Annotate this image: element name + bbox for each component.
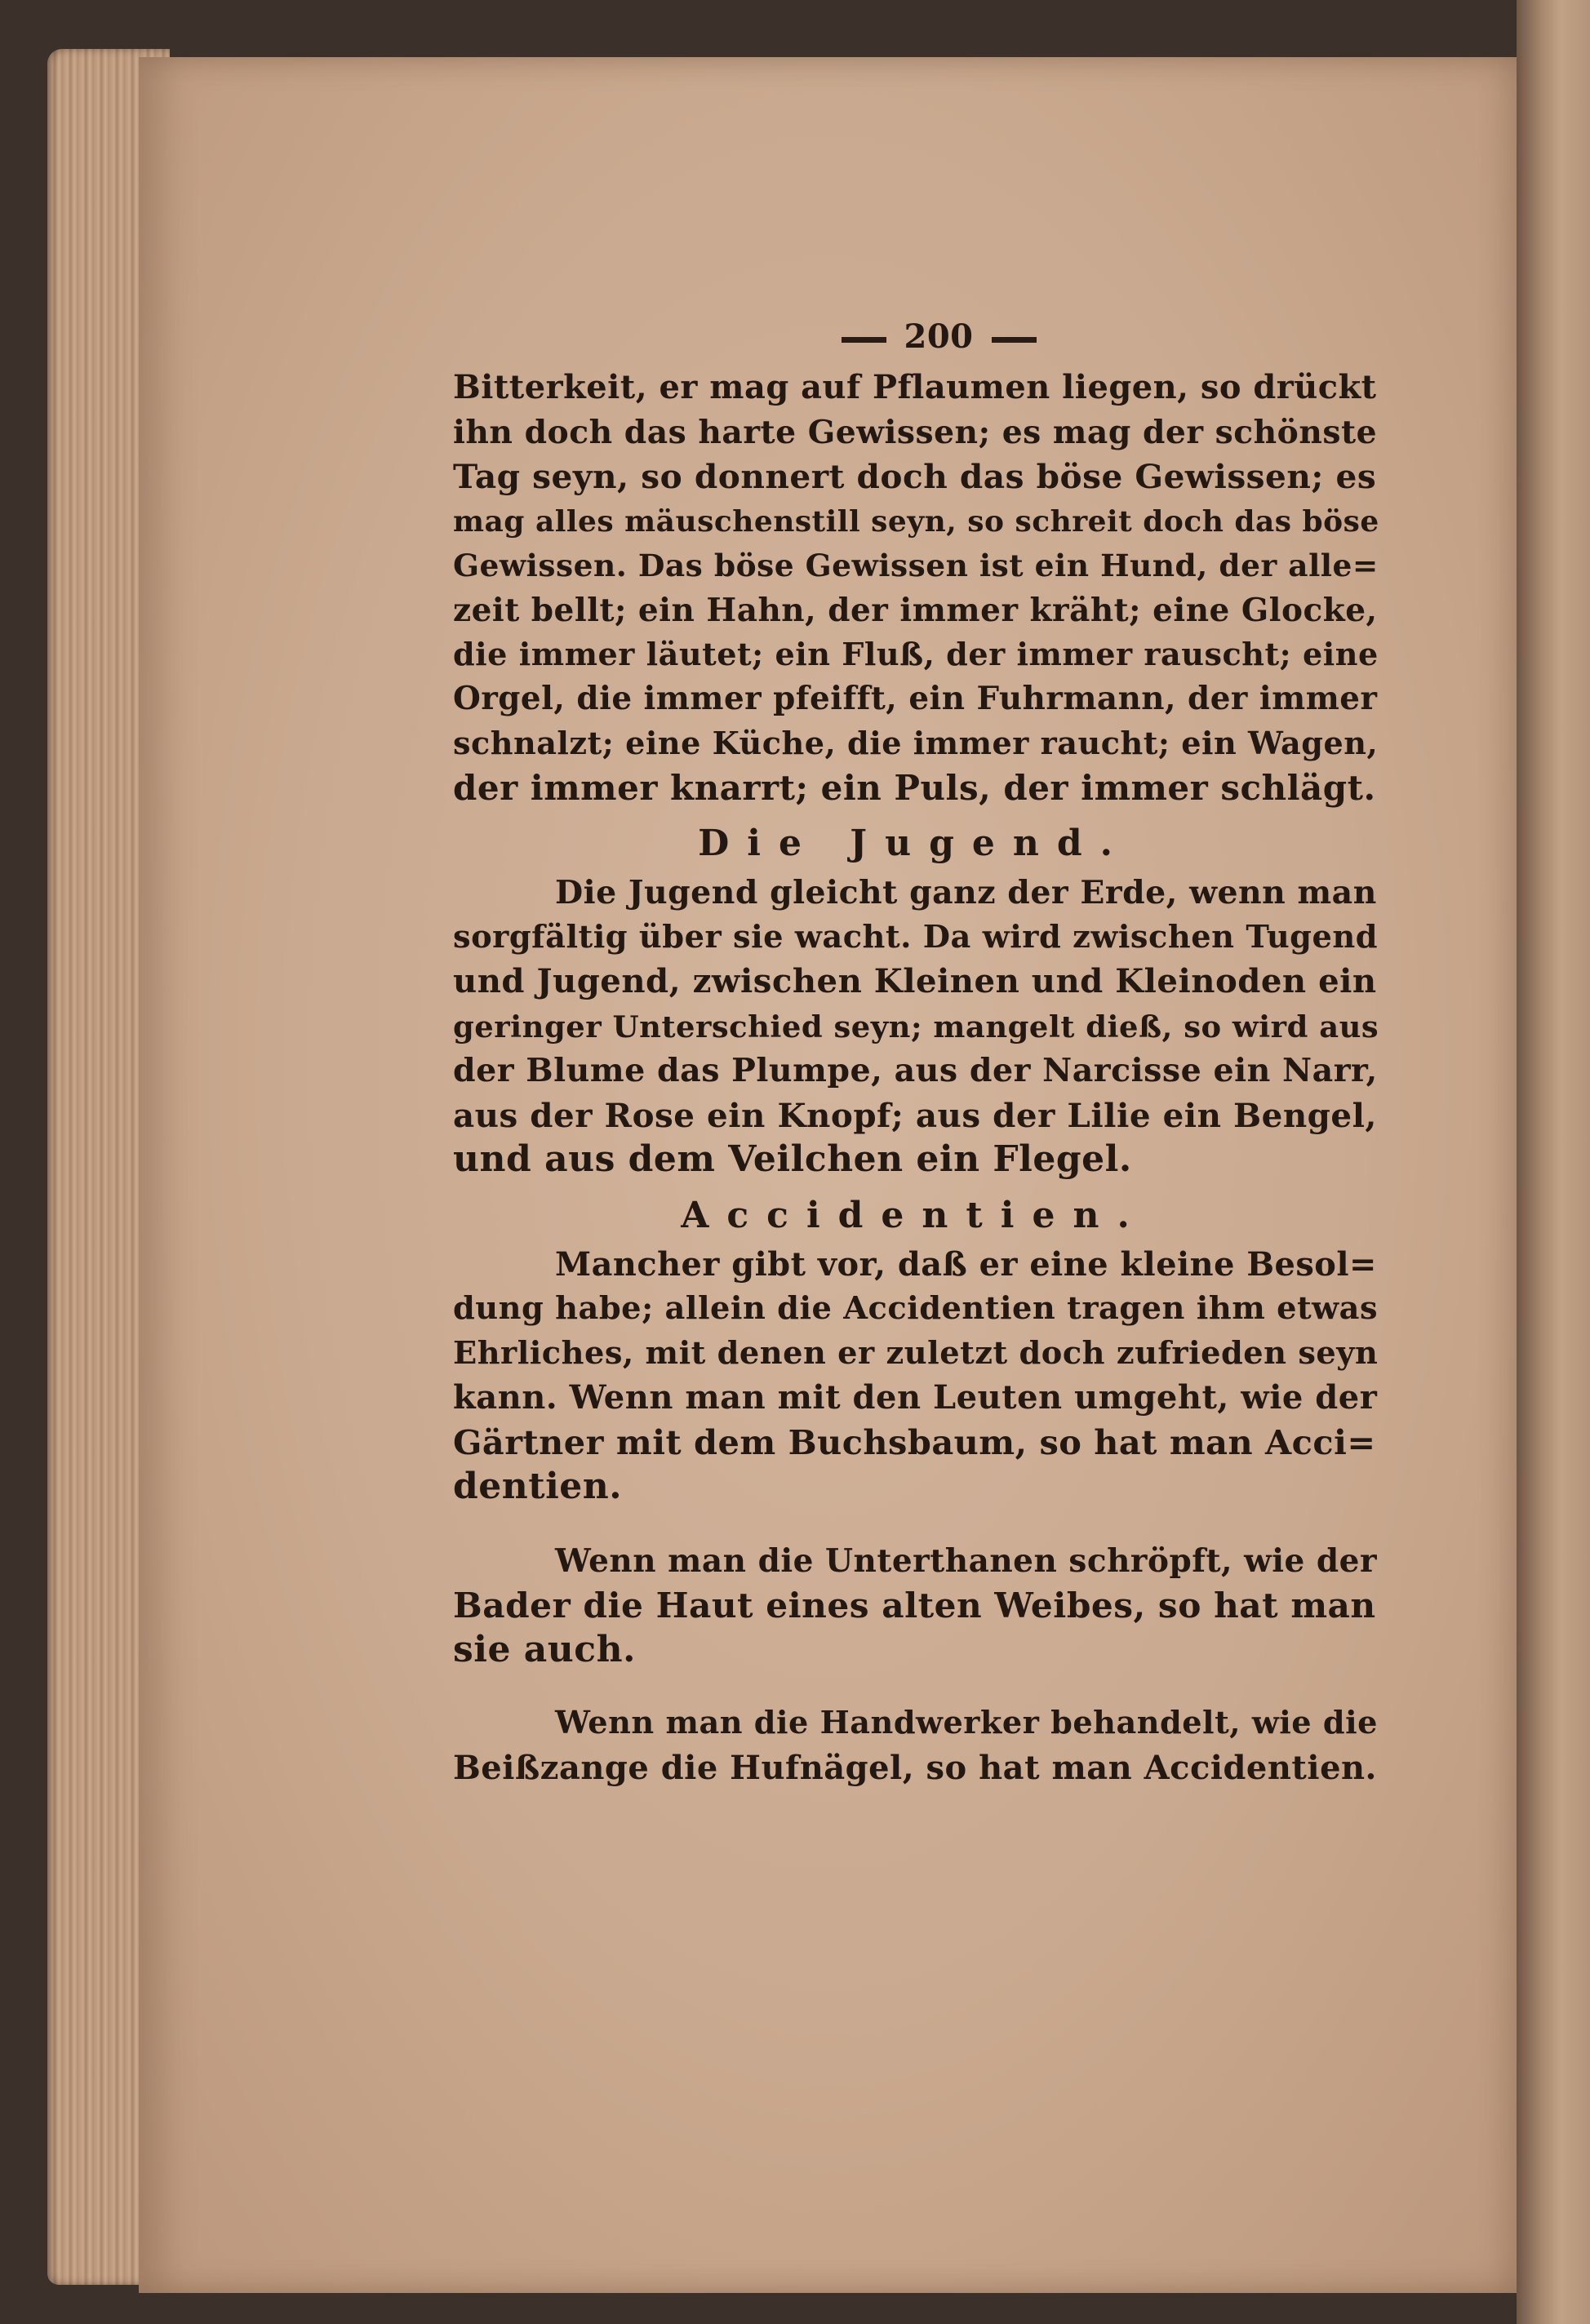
page-number: 200 bbox=[904, 317, 974, 356]
section-heading-jugend: Die Jugend. bbox=[698, 823, 1130, 864]
text-line: Wenn man die Handwerker behandelt, wie die bbox=[555, 1705, 1378, 1741]
text-line: der immer knarrt; ein Puls, der immer schlägt. bbox=[453, 767, 1376, 808]
text-line: sorgfältig über sie wacht. Da wird zwischen Tugend bbox=[453, 918, 1379, 956]
text-line: kann. Wenn man mit den Leuten umgeht, wie der bbox=[453, 1378, 1378, 1417]
text-line: Tag seyn, so donnert doch das böse Gewissen; es bbox=[453, 457, 1377, 496]
text-line: Orgel, die immer pfeifft, ein Fuhrmann, der immer bbox=[453, 680, 1378, 717]
paragraph-handwerker bbox=[453, 1701, 1378, 1790]
text-line: ihn doch das harte Gewissen; es mag der schönste bbox=[453, 413, 1378, 451]
paragraph-gap bbox=[453, 1672, 1375, 1701]
text-line: dung habe; allein die Accidentien tragen ihm etwas bbox=[453, 1290, 1379, 1327]
text-line: die immer läutet; ein Fluß, der immer rauscht; eine bbox=[453, 636, 1379, 672]
text-line: Bitterkeit, er mag auf Pflaumen liegen, so drückt bbox=[453, 369, 1377, 406]
text-line: und aus dem Veilchen ein Flegel. bbox=[453, 1138, 1132, 1180]
text-line: schnalzt; eine Küche, die immer raucht; ein Wagen, bbox=[453, 725, 1379, 761]
text-line: und Jugend, zwischen Kleinen und Kleinoden ein bbox=[453, 962, 1377, 1000]
text-line: zeit bellt; ein Hahn, der immer kräht; eine Glocke, bbox=[453, 591, 1378, 629]
text-line: Gärtner mit dem Buchsbaum, so hat man Acci= bbox=[453, 1421, 1376, 1462]
text-line: Die Jugend gleicht ganz der Erde, wenn man bbox=[555, 874, 1377, 911]
section-heading-accidentien: Accidentien. bbox=[681, 1194, 1148, 1236]
text-line: Gewissen. Das böse Gewissen ist ein Hund, der alle= bbox=[453, 548, 1379, 583]
paragraph-accidentien bbox=[453, 1243, 1379, 1510]
text-line: Wenn man die Unterthanen schröpft, wie der bbox=[555, 1541, 1377, 1580]
paragraph-unterthanen bbox=[453, 1539, 1375, 1673]
paragraph-gap bbox=[453, 1510, 1375, 1539]
paragraph-jugend bbox=[453, 871, 1379, 1182]
text-line: sie auch. bbox=[453, 1628, 636, 1670]
text-line: geringer Unterschied seyn; mangelt dieß, so wird aus bbox=[453, 1008, 1379, 1044]
text-line: der Blume das Plumpe, aus der Narcisse ein Narr, bbox=[453, 1052, 1378, 1089]
book-gutter bbox=[1517, 0, 1590, 2324]
text-line: mag alles mäuschenstill seyn, so schreit doch das böse bbox=[453, 503, 1379, 539]
header-dash-right bbox=[992, 337, 1037, 343]
header-dash-left bbox=[842, 337, 886, 343]
page-text bbox=[453, 308, 1379, 1790]
page-header bbox=[502, 308, 1375, 366]
text-line: aus der Rose ein Knopf; aus der Lilie ein Bengel, bbox=[453, 1095, 1377, 1135]
text-line: Ehrliches, mit denen er zuletzt doch zufrieden seyn bbox=[453, 1334, 1379, 1372]
text-line: Beißzange die Hufnägel, so hat man Accidentien. bbox=[453, 1748, 1377, 1787]
text-line: Bader die Haut eines alten Weibes, so hat man bbox=[453, 1585, 1376, 1625]
text-line: dentien. bbox=[453, 1466, 623, 1507]
text-line: Mancher gibt vor, daß er eine kleine Besol= bbox=[555, 1245, 1377, 1284]
paragraph-gewissen bbox=[453, 366, 1379, 810]
